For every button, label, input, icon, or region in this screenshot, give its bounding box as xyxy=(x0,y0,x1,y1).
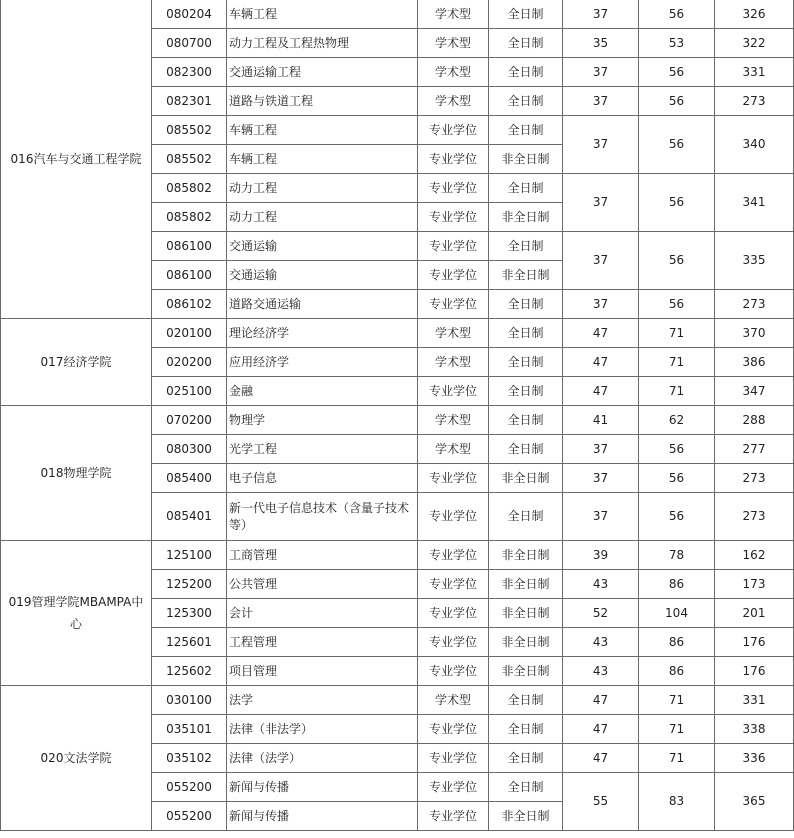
degree-type: 学术型 xyxy=(418,29,489,58)
degree-type: 专业学位 xyxy=(418,715,489,744)
major-code: 085802 xyxy=(152,203,227,232)
total-score: 386 xyxy=(715,348,794,377)
major-code: 030100 xyxy=(152,686,227,715)
single-subject-score-a: 47 xyxy=(563,377,639,406)
study-mode: 全日制 xyxy=(489,0,563,29)
major-name: 应用经济学 xyxy=(227,348,418,377)
study-mode: 非全日制 xyxy=(489,203,563,232)
total-score: 288 xyxy=(715,406,794,435)
degree-type: 专业学位 xyxy=(418,203,489,232)
major-code: 125100 xyxy=(152,541,227,570)
single-subject-score-a: 47 xyxy=(563,348,639,377)
single-subject-score-b: 71 xyxy=(639,686,715,715)
study-mode: 非全日制 xyxy=(489,464,563,493)
major-name: 车辆工程 xyxy=(227,116,418,145)
single-subject-score-b: 62 xyxy=(639,406,715,435)
single-subject-score-b: 56 xyxy=(639,87,715,116)
total-score: 365 xyxy=(715,773,794,831)
study-mode: 全日制 xyxy=(489,348,563,377)
single-subject-score-b: 53 xyxy=(639,29,715,58)
major-code: 070200 xyxy=(152,406,227,435)
major-name: 电子信息 xyxy=(227,464,418,493)
degree-type: 专业学位 xyxy=(418,802,489,831)
single-subject-score-a: 47 xyxy=(563,686,639,715)
single-subject-score-b: 56 xyxy=(639,232,715,290)
degree-type: 学术型 xyxy=(418,435,489,464)
total-score: 347 xyxy=(715,377,794,406)
degree-type: 专业学位 xyxy=(418,657,489,686)
degree-type: 专业学位 xyxy=(418,174,489,203)
major-code: 082301 xyxy=(152,87,227,116)
total-score: 176 xyxy=(715,628,794,657)
degree-type: 专业学位 xyxy=(418,541,489,570)
study-mode: 全日制 xyxy=(489,773,563,802)
major-code: 085401 xyxy=(152,493,227,541)
single-subject-score-b: 71 xyxy=(639,377,715,406)
study-mode: 非全日制 xyxy=(489,628,563,657)
college-name: 017经济学院 xyxy=(1,319,152,406)
major-code: 085502 xyxy=(152,145,227,174)
total-score: 162 xyxy=(715,541,794,570)
major-name: 动力工程及工程热物理 xyxy=(227,29,418,58)
major-name: 法律（非法学） xyxy=(227,715,418,744)
degree-type: 专业学位 xyxy=(418,773,489,802)
table-row xyxy=(1,0,794,29)
study-mode: 非全日制 xyxy=(489,802,563,831)
study-mode: 非全日制 xyxy=(489,570,563,599)
study-mode: 非全日制 xyxy=(489,599,563,628)
major-name: 新闻与传播 xyxy=(227,802,418,831)
single-subject-score-a: 39 xyxy=(563,541,639,570)
college-name: 016汽车与交通工程学院 xyxy=(1,0,152,319)
college-name: 019管理学院MBAMPA中心 xyxy=(1,541,152,686)
study-mode: 全日制 xyxy=(489,744,563,773)
single-subject-score-a: 47 xyxy=(563,319,639,348)
total-score: 277 xyxy=(715,435,794,464)
study-mode: 全日制 xyxy=(489,406,563,435)
major-name: 工商管理 xyxy=(227,541,418,570)
single-subject-score-b: 71 xyxy=(639,715,715,744)
major-name: 光学工程 xyxy=(227,435,418,464)
degree-type: 学术型 xyxy=(418,319,489,348)
major-name: 道路交通运输 xyxy=(227,290,418,319)
single-subject-score-a: 41 xyxy=(563,406,639,435)
total-score: 335 xyxy=(715,232,794,290)
study-mode: 全日制 xyxy=(489,377,563,406)
study-mode: 全日制 xyxy=(489,232,563,261)
degree-type: 专业学位 xyxy=(418,464,489,493)
single-subject-score-b: 56 xyxy=(639,58,715,87)
single-subject-score-b: 78 xyxy=(639,541,715,570)
study-mode: 非全日制 xyxy=(489,657,563,686)
degree-type: 专业学位 xyxy=(418,493,489,541)
study-mode: 全日制 xyxy=(489,116,563,145)
single-subject-score-b: 86 xyxy=(639,628,715,657)
single-subject-score-a: 47 xyxy=(563,715,639,744)
study-mode: 全日制 xyxy=(489,493,563,541)
major-code: 080300 xyxy=(152,435,227,464)
major-code: 086102 xyxy=(152,290,227,319)
study-mode: 非全日制 xyxy=(489,145,563,174)
single-subject-score-b: 56 xyxy=(639,493,715,541)
total-score: 341 xyxy=(715,174,794,232)
degree-type: 专业学位 xyxy=(418,599,489,628)
single-subject-score-a: 52 xyxy=(563,599,639,628)
total-score: 273 xyxy=(715,87,794,116)
major-name: 车辆工程 xyxy=(227,0,418,29)
study-mode: 全日制 xyxy=(489,715,563,744)
major-code: 125602 xyxy=(152,657,227,686)
single-subject-score-a: 37 xyxy=(563,232,639,290)
single-subject-score-a: 37 xyxy=(563,290,639,319)
study-mode: 非全日制 xyxy=(489,541,563,570)
single-subject-score-a: 37 xyxy=(563,87,639,116)
total-score: 336 xyxy=(715,744,794,773)
total-score: 273 xyxy=(715,493,794,541)
total-score: 331 xyxy=(715,58,794,87)
single-subject-score-b: 104 xyxy=(639,599,715,628)
major-name: 公共管理 xyxy=(227,570,418,599)
single-subject-score-b: 71 xyxy=(639,348,715,377)
major-code: 086100 xyxy=(152,232,227,261)
total-score: 176 xyxy=(715,657,794,686)
degree-type: 学术型 xyxy=(418,87,489,116)
major-name: 物理学 xyxy=(227,406,418,435)
single-subject-score-b: 56 xyxy=(639,290,715,319)
degree-type: 学术型 xyxy=(418,686,489,715)
major-name: 法律（法学） xyxy=(227,744,418,773)
single-subject-score-b: 71 xyxy=(639,319,715,348)
single-subject-score-a: 37 xyxy=(563,0,639,29)
single-subject-score-a: 35 xyxy=(563,29,639,58)
degree-type: 专业学位 xyxy=(418,377,489,406)
major-code: 082300 xyxy=(152,58,227,87)
major-code: 125601 xyxy=(152,628,227,657)
degree-type: 专业学位 xyxy=(418,628,489,657)
study-mode: 全日制 xyxy=(489,58,563,87)
single-subject-score-b: 56 xyxy=(639,116,715,174)
major-name: 道路与铁道工程 xyxy=(227,87,418,116)
college-name: 020文法学院 xyxy=(1,686,152,831)
degree-type: 专业学位 xyxy=(418,570,489,599)
major-code: 080204 xyxy=(152,0,227,29)
major-name: 新闻与传播 xyxy=(227,773,418,802)
single-subject-score-a: 37 xyxy=(563,493,639,541)
major-code: 080700 xyxy=(152,29,227,58)
single-subject-score-a: 37 xyxy=(563,58,639,87)
total-score: 331 xyxy=(715,686,794,715)
single-subject-score-a: 43 xyxy=(563,628,639,657)
degree-type: 专业学位 xyxy=(418,232,489,261)
table-row xyxy=(1,319,794,348)
total-score: 370 xyxy=(715,319,794,348)
table-row xyxy=(1,406,794,435)
single-subject-score-a: 37 xyxy=(563,435,639,464)
major-name: 会计 xyxy=(227,599,418,628)
study-mode: 全日制 xyxy=(489,435,563,464)
major-name: 车辆工程 xyxy=(227,145,418,174)
single-subject-score-b: 86 xyxy=(639,657,715,686)
major-code: 035101 xyxy=(152,715,227,744)
single-subject-score-a: 37 xyxy=(563,464,639,493)
single-subject-score-b: 56 xyxy=(639,435,715,464)
single-subject-score-b: 71 xyxy=(639,744,715,773)
major-code: 055200 xyxy=(152,802,227,831)
degree-type: 专业学位 xyxy=(418,290,489,319)
major-name: 项目管理 xyxy=(227,657,418,686)
major-code: 020200 xyxy=(152,348,227,377)
major-name: 新一代电子信息技术（含量子技术等） xyxy=(227,493,418,541)
degree-type: 学术型 xyxy=(418,0,489,29)
total-score: 201 xyxy=(715,599,794,628)
major-code: 085502 xyxy=(152,116,227,145)
table-row xyxy=(1,541,794,570)
single-subject-score-a: 43 xyxy=(563,657,639,686)
major-code: 055200 xyxy=(152,773,227,802)
major-code: 085400 xyxy=(152,464,227,493)
major-name: 理论经济学 xyxy=(227,319,418,348)
major-name: 法学 xyxy=(227,686,418,715)
total-score: 340 xyxy=(715,116,794,174)
study-mode: 全日制 xyxy=(489,319,563,348)
study-mode: 全日制 xyxy=(489,29,563,58)
degree-type: 学术型 xyxy=(418,58,489,87)
degree-type: 学术型 xyxy=(418,348,489,377)
degree-type: 学术型 xyxy=(418,406,489,435)
study-mode: 全日制 xyxy=(489,686,563,715)
table-row xyxy=(1,686,794,715)
total-score: 326 xyxy=(715,0,794,29)
degree-type: 专业学位 xyxy=(418,145,489,174)
total-score: 273 xyxy=(715,464,794,493)
major-name: 动力工程 xyxy=(227,174,418,203)
study-mode: 非全日制 xyxy=(489,261,563,290)
single-subject-score-b: 56 xyxy=(639,464,715,493)
major-code: 025100 xyxy=(152,377,227,406)
total-score: 273 xyxy=(715,290,794,319)
single-subject-score-a: 37 xyxy=(563,174,639,232)
degree-type: 专业学位 xyxy=(418,116,489,145)
total-score: 322 xyxy=(715,29,794,58)
study-mode: 全日制 xyxy=(489,290,563,319)
major-code: 085802 xyxy=(152,174,227,203)
major-code: 035102 xyxy=(152,744,227,773)
major-code: 125200 xyxy=(152,570,227,599)
study-mode: 全日制 xyxy=(489,87,563,116)
major-name: 交通运输工程 xyxy=(227,58,418,87)
single-subject-score-b: 56 xyxy=(639,0,715,29)
major-name: 金融 xyxy=(227,377,418,406)
major-name: 交通运输 xyxy=(227,261,418,290)
single-subject-score-b: 86 xyxy=(639,570,715,599)
major-name: 工程管理 xyxy=(227,628,418,657)
major-name: 动力工程 xyxy=(227,203,418,232)
major-code: 086100 xyxy=(152,261,227,290)
major-code: 125300 xyxy=(152,599,227,628)
total-score: 338 xyxy=(715,715,794,744)
major-code: 020100 xyxy=(152,319,227,348)
total-score: 173 xyxy=(715,570,794,599)
single-subject-score-a: 47 xyxy=(563,744,639,773)
study-mode: 全日制 xyxy=(489,174,563,203)
single-subject-score-b: 56 xyxy=(639,174,715,232)
major-name: 交通运输 xyxy=(227,232,418,261)
single-subject-score-a: 43 xyxy=(563,570,639,599)
single-subject-score-a: 55 xyxy=(563,773,639,831)
degree-type: 专业学位 xyxy=(418,744,489,773)
single-subject-score-b: 83 xyxy=(639,773,715,831)
single-subject-score-a: 37 xyxy=(563,116,639,174)
degree-type: 专业学位 xyxy=(418,261,489,290)
college-name: 018物理学院 xyxy=(1,406,152,541)
